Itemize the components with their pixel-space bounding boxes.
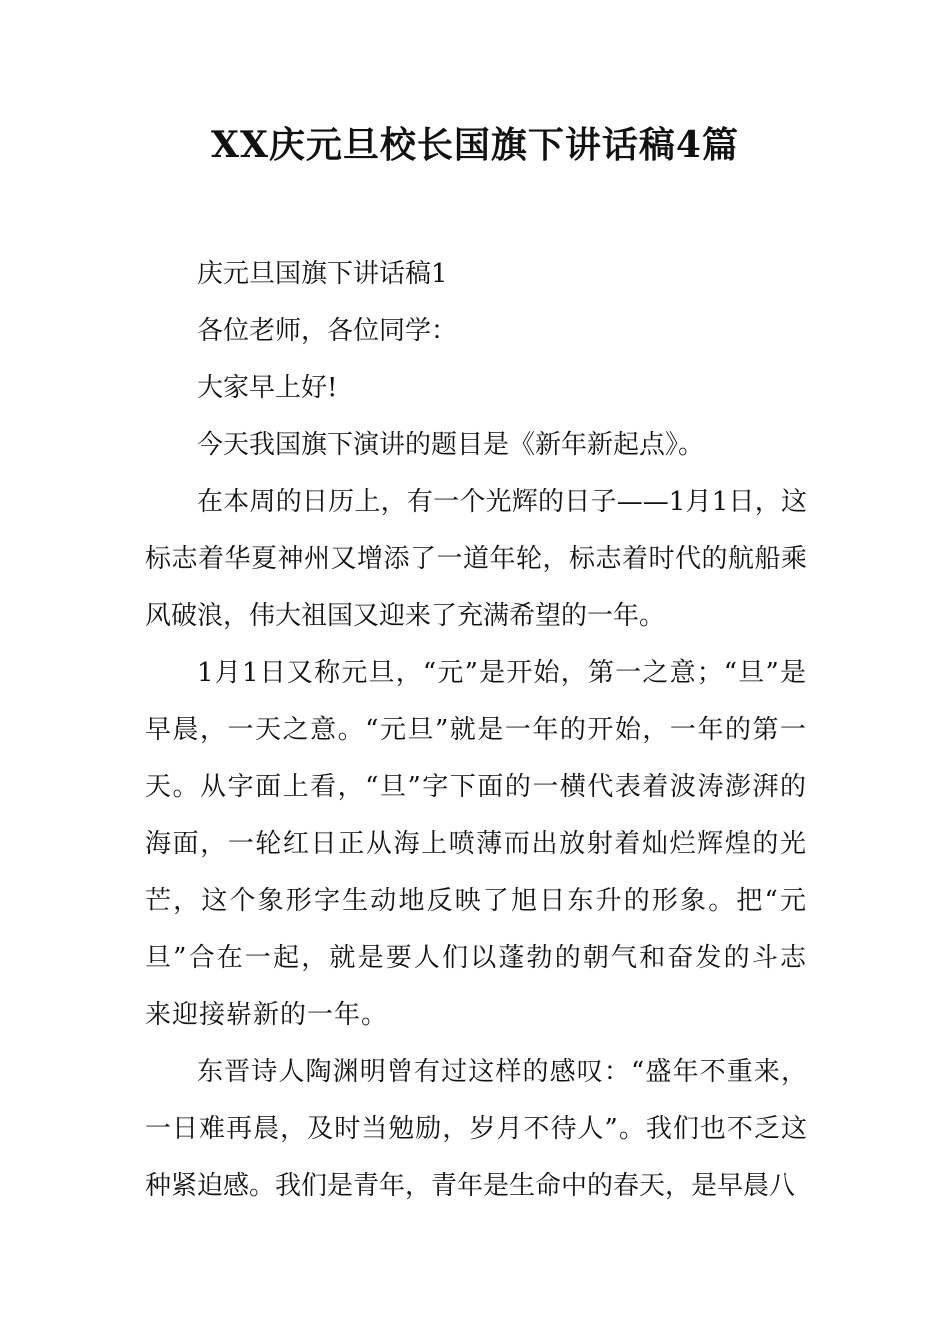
paragraph-greeting: 大家早上好!	[197, 373, 338, 403]
paragraph-salutation: 各位老师，各位同学：	[197, 316, 458, 346]
paragraph-yuandan-meaning: 1月1日又称元旦，“元”是开始，第一之意；“旦”是早晨，一天之意。“元旦”就是一年的开始，一年的第一天。从字面上看，“旦”字下面的一横代表着波涛澎湃的海面，一轮红日正从海上喷薄而出放射着灿烂辉煌的光芒，这个象形字生动地反映了旭日东升的形象。把“元旦”合在一起，就是要人们以蓬勃的朝气和奋发的斗志来迎接崭新的一年。	[145, 658, 807, 1030]
paragraph-tao-yuanming: 东晋诗人陶渊明曾有过这样的感叹：“盛年不重来，一日难再晨，及时当勉励，岁月不待人”。我们也不乏这种紧迫感。我们是青年，青年是生命中的春天，是早晨八	[145, 1057, 807, 1201]
paragraph-section-heading: 庆元旦国旗下讲话稿1	[197, 259, 448, 289]
paragraph-topic: 今天我国旗下演讲的题目是《新年新起点》。	[197, 430, 705, 460]
paragraph-calendar: 在本周的日历上，有一个光辉的日子——1月1日，这标志着华夏神州又增添了一道年轮，标志着时代的航船乘风破浪，伟大祖国又迎来了充满希望的一年。	[145, 487, 807, 631]
document-body	[145, 246, 807, 1215]
document-title: XX庆元旦校长国旗下讲话稿4篇	[211, 124, 739, 166]
